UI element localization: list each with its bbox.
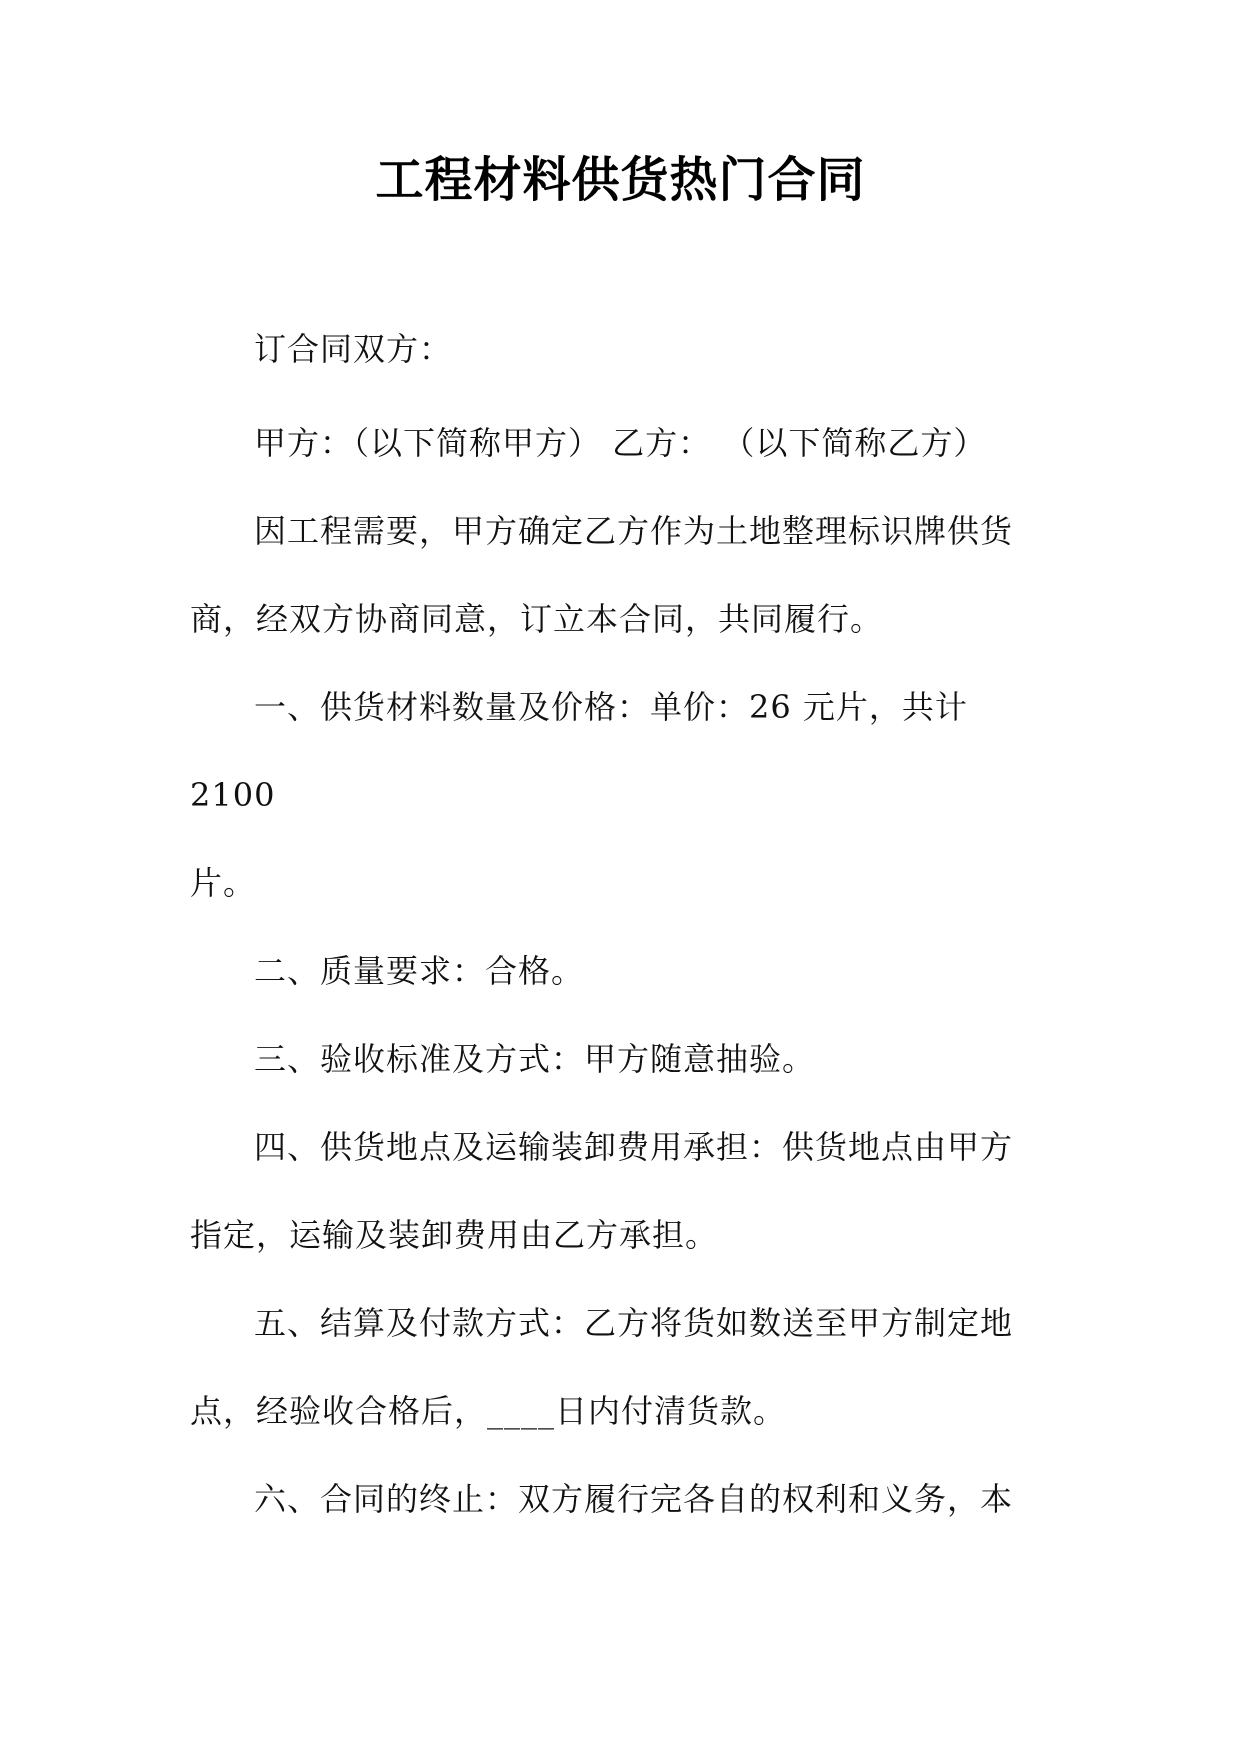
- document-title: 工程材料供货热门合同: [375, 152, 866, 208]
- clause-6-line-1: 六、合同的终止：双方履行完各自的权利和义务，本: [254, 1480, 1014, 1518]
- clause-1-line-2: 片。: [190, 864, 257, 902]
- clause-5-line-2: 点，经验收合格后，____日内付清货款。: [190, 1392, 787, 1430]
- clause-4: [190, 1103, 1040, 1279]
- clause-1-line-1: 一、供货材料数量及价格：单价：26 元片，共计 2100: [190, 688, 968, 814]
- intro-paragraph: [190, 487, 1040, 663]
- intro-line-1: 因工程需要，甲方确定乙方作为土地整理标识牌供货: [254, 512, 1014, 550]
- parties-label-text: 订合同双方：: [254, 330, 453, 368]
- clause-6: [190, 1455, 1040, 1543]
- clause-4-line-1: 四、供货地点及运输装卸费用承担：供货地点由甲方: [254, 1128, 1014, 1166]
- intro-line-2: 商，经双方协商同意，订立本合同，共同履行。: [190, 600, 884, 638]
- clause-3-text: 三、验收标准及方式：甲方随意抽验。: [254, 1040, 816, 1078]
- clause-2-text: 二、质量要求：合格。: [254, 952, 585, 990]
- clause-1: [190, 663, 1040, 927]
- document-body: [190, 300, 1040, 1543]
- parties-label: [190, 300, 1040, 399]
- clause-3: [190, 1015, 1040, 1103]
- clause-4-line-2: 指定，运输及装卸费用由乙方承担。: [190, 1216, 719, 1254]
- clause-2: [190, 927, 1040, 1015]
- parties-line: [190, 399, 1040, 487]
- clause-5-line-1: 五、结算及付款方式：乙方将货如数送至甲方制定地: [254, 1304, 1014, 1342]
- parties-line-text: 甲方：（以下简称甲方） 乙方： （以下简称乙方）: [254, 424, 987, 462]
- clause-5: [190, 1279, 1040, 1455]
